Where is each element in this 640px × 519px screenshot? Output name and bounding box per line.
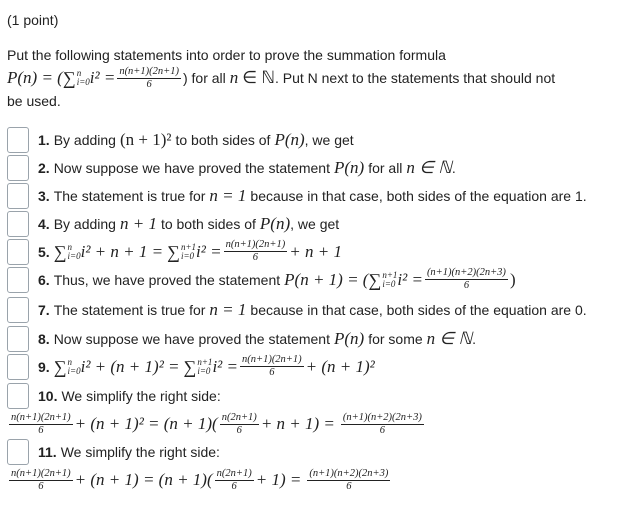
order-input-3[interactable]	[7, 183, 29, 209]
instructions-tail: . Put N next to the statements that should not	[274, 70, 556, 86]
statement-11: 11. We simplify the right side:	[7, 438, 632, 465]
statement-7: 7. The statement is true for n = 1 because in that case, both sides of the equation are 0.	[7, 296, 632, 323]
statement-5: 5. ∑ n i=0 i² + n + 1 = ∑ n+1 i=0 i² = $\frac{n(n+1)(2n+1)}{6}$ + n + 1	[7, 238, 632, 265]
order-input-1[interactable]	[7, 127, 29, 153]
formula-lhs: P(n) = (	[7, 68, 63, 87]
statement-10-equation: $\frac{n(n+1)(2n+1)}{6}$ + (n + 1)² = (n + 1)( $\frac{n(2n+1)}{6}$ + n + 1) = $\frac{(n+1)(n+2)(2n+3)}{6}$	[11, 411, 422, 436]
instructions	[7, 45, 633, 111]
statement-1: 1. By adding (n + 1)² to both sides of P(n) , we get	[7, 126, 632, 153]
statement-6: 6. Thus, we have proved the statement P(n + 1) = ( ∑ n+1 i=0 i² = $\frac{(n+1)(n+2)(2n+3)}{6}$ )	[7, 266, 632, 293]
order-input-9[interactable]	[7, 354, 29, 380]
order-input-6[interactable]	[7, 267, 29, 293]
formula-term: i² =	[89, 68, 116, 87]
order-input-10[interactable]	[7, 383, 29, 409]
instructions-line-3: be used.	[7, 93, 61, 109]
order-input-2[interactable]	[7, 155, 29, 181]
order-input-7[interactable]	[7, 297, 29, 323]
order-input-8[interactable]	[7, 326, 29, 352]
statement-9: 9. ∑ n i=0 i² + (n + 1)² = ∑ n+1 i=0 i² = $\frac{n(n+1)(2n+1)}{6}$ + (n + 1)²	[7, 353, 632, 380]
point-value: (1 point)	[7, 12, 59, 28]
order-input-11[interactable]	[7, 439, 29, 465]
statement-11-equation: $\frac{n(n+1)(2n+1)}{6}$ + (n + 1) = (n + 1)( $\frac{n(2n+1)}{6}$ + 1) = $\frac{(n+1)(n+2)(2n+3)}{6}$	[11, 467, 389, 492]
statement-4: 4. By adding n + 1 to both sides of P(n) , we get	[7, 210, 632, 237]
order-input-5[interactable]	[7, 239, 29, 265]
formula-after: ) for all	[182, 70, 226, 86]
instructions-line-1: Put the following statements into order to prove the summation formula	[7, 47, 446, 63]
formula-var: n	[229, 68, 239, 87]
statement-2: 2. Now suppose we have proved the statement P(n) for all n ∈ ℕ .	[7, 154, 632, 181]
statement-8: 8. Now suppose we have proved the statement P(n) for some n ∈ ℕ .	[7, 325, 632, 352]
order-input-4[interactable]	[7, 211, 29, 237]
sum-symbol: ∑ n i=0	[62, 68, 90, 88]
statement-3: 3. The statement is true for n = 1 because in that case, both sides of the equation are 1.	[7, 182, 632, 209]
formula-fraction: $\frac{n(n+1)(2n+1)}{6}$	[119, 65, 179, 90]
formula-set: ∈ ℕ	[242, 68, 275, 87]
statement-10: 10. We simplify the right side:	[7, 382, 632, 409]
summation-formula	[7, 65, 633, 91]
